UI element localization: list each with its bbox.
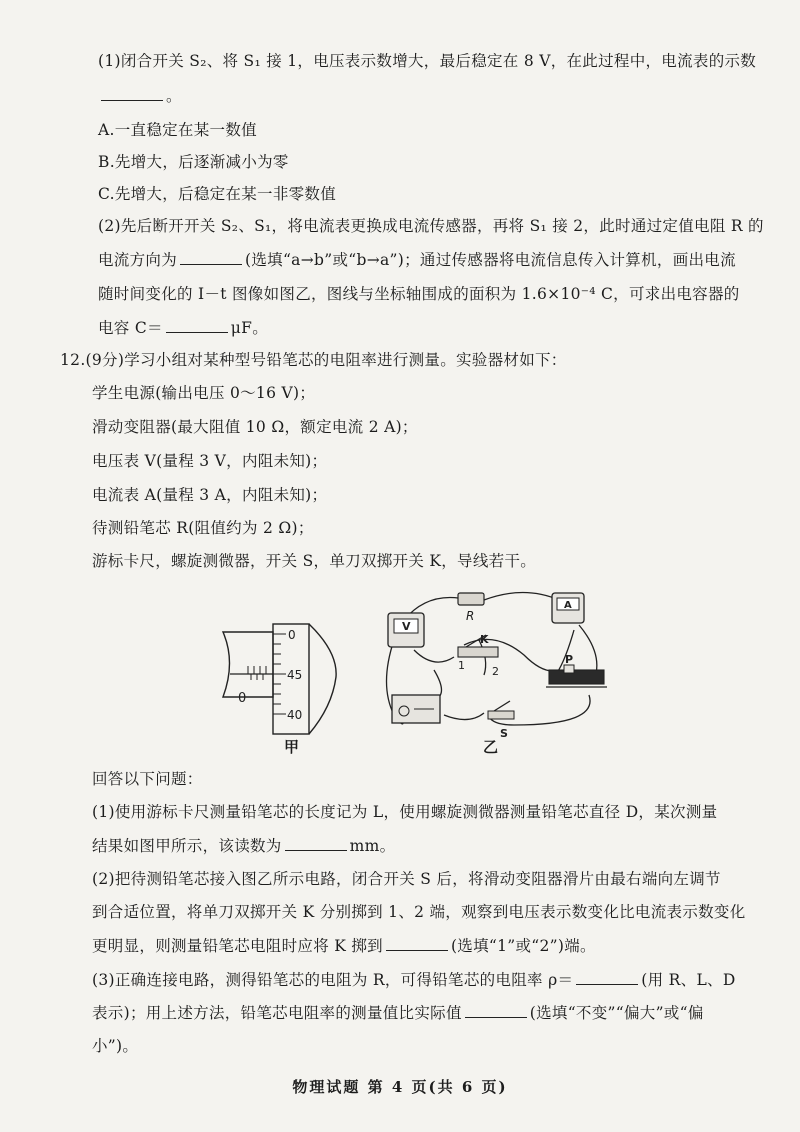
ammeter-label: A [564,600,572,611]
answer-intro: 回答以下问题： [92,770,203,788]
terminal-1-label: 1 [458,659,465,672]
figure-yi-caption: 乙 [483,738,499,756]
figure-jia-caption: 甲 [284,738,300,756]
equipment-item: 游标卡尺，螺旋测微器，开关 S，单刀双掷开关 K，导线若干。 [92,552,537,570]
q12-sub2-line3: 更明显，则测量铅笔芯电阻时应将 K 掷到 (选填“1”或“2”)端。 [92,937,596,955]
q11-part2-line2: 电流方向为 (选填“a→b”或“b→a”)；通过传感器将电流信息传入计算机，画出电流 [98,251,736,269]
q11-option-b: B.先增大，后逐渐减小为零 [98,153,289,171]
q11-option-c: C.先增大，后稳定在某一非零数值 [98,185,337,203]
q12-sub3-line1: (3)正确连接电路，测得铅笔芯的电阻为 R，可得铅笔芯的电阻率 ρ＝ (用 R、L、D [92,971,736,989]
equipment-item: 电流表 A(量程 3 A，内阻未知)； [92,486,328,504]
q12-sub1-line2: 结果如图甲所示，该读数为 mm。 [92,837,396,855]
circuit-figure [374,585,610,745]
answer-blank[interactable] [285,849,347,851]
equipment-item: 电压表 V(量程 3 V，内阻未知)； [92,452,328,470]
q11-part2-line4: 电容 C＝ μF。 [98,319,269,337]
q12-sub1-line1: (1)使用游标卡尺测量铅笔芯的长度记为 L，使用螺旋测微器测量铅笔芯直径 D，某次测量 [92,803,718,821]
thimble-label-45: 45 [287,668,303,682]
q12-sub3-line2: 表示)；用上述方法，铅笔芯电阻率的测量值比实际值 (选填“不变”“偏大”或“偏 [92,1004,704,1022]
micrometer-sleeve [223,632,273,697]
q11-part2-line3: 随时间变化的 I－t 图像如图乙，图线与坐标轴围成的面积为 1.6×10⁻⁴ C，可求出电容器的 [98,285,740,303]
q12-sub2-line2: 到合适位置，将单刀双掷开关 K 分别掷到 1、2 端，观察到电压表示数变化比电流表示数变化 [92,903,746,921]
voltmeter-label: V [402,620,411,633]
q12-header: 12.(9分)学习小组对某种型号铅笔芯的电阻率进行测量。实验器材如下： [60,351,567,369]
answer-blank[interactable] [386,949,448,951]
q12-sub3-line3: 小”)。 [92,1037,139,1055]
answer-blank[interactable] [465,1016,527,1018]
q11-option-a: A.一直稳定在某一数值 [98,121,257,139]
thimble-label-40: 40 [287,708,303,722]
equipment-item: 滑动变阻器(最大阻值 10 Ω，额定电流 2 A)； [92,418,418,436]
switch-s-label: S [500,727,508,740]
answer-blank[interactable] [101,99,163,101]
power-supply-icon [392,695,440,723]
equipment-item: 待测铅笔芯 R(阻值约为 2 Ω)； [92,519,314,537]
slider-p-label: P [565,653,574,666]
switch-k-label: K [480,633,489,646]
double-throw-switch-k-icon [458,635,498,657]
page-footer: 物理试题 第 4 页(共 6 页) [292,1078,508,1096]
thimble-label-0: 0 [288,628,296,642]
answer-blank[interactable] [180,263,242,265]
resistor-r-label: R [466,609,475,623]
terminal-2-label: 2 [492,665,499,678]
q12-sub2-line1: (2)把待测铅笔芯接入图乙所示电路，闭合开关 S 后，将滑动变阻器滑片由最右端向左调节 [92,870,721,888]
switch-s-icon [488,701,514,719]
sleeve-zero-label: 0 [238,691,247,706]
answer-blank[interactable] [576,983,638,985]
micrometer-figure [218,622,358,742]
rheostat-icon [546,665,607,687]
q11-part1-line1: (1)闭合开关 S₂、将 S₁ 接 1，电压表示数增大，最后稳定在 8 V，在此过程中，电流表的示数 [98,52,757,70]
q11-part2-line1: (2)先后断开开关 S₂、S₁，将电流表更换成电流传感器，再将 S₁ 接 2，此时通过定值电阻 R 的 [98,217,764,235]
equipment-item: 学生电源(输出电压 0～16 V)； [92,384,316,402]
q11-part1-line2: 。 [98,84,182,106]
micrometer-thimble [273,624,336,734]
resistor-r-icon [458,593,484,605]
answer-blank[interactable] [166,331,228,333]
